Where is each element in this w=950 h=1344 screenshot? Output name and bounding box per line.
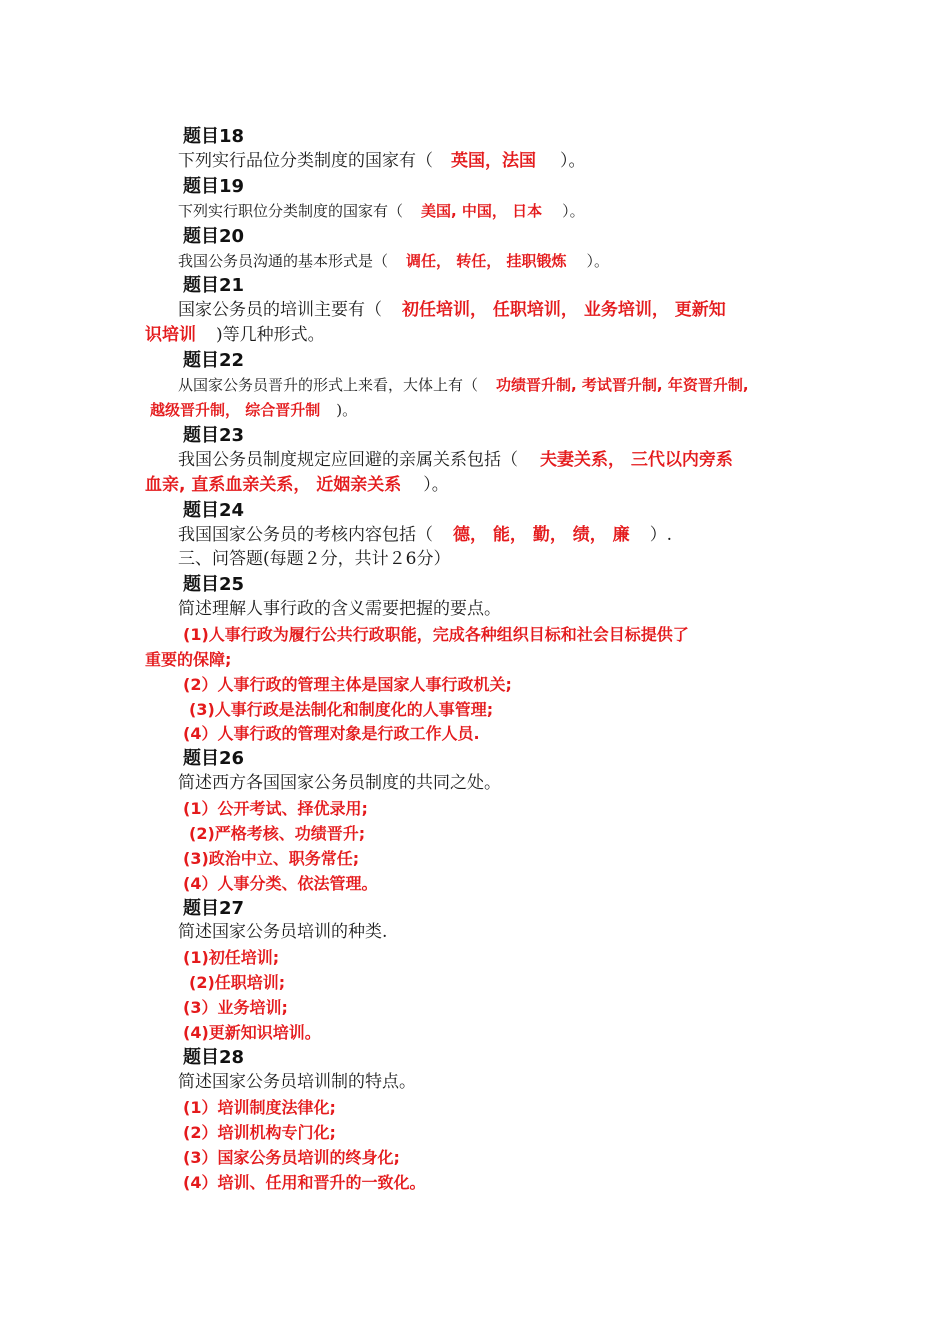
answer-text: 英国，法国 xyxy=(451,151,536,171)
answer-line: (2)严格考核、功绩晋升; xyxy=(189,824,366,843)
question-prompt: 我国公务员沟通的基本形式是（ xyxy=(178,252,389,270)
answer-text: 美国, 中国， 日本 xyxy=(421,202,543,220)
question-text xyxy=(178,523,672,548)
answer-line: 重要的保障; xyxy=(145,650,232,669)
answer-line: (4）人事分类、依法管理。 xyxy=(183,874,378,893)
question-text: 简述理解人事行政的含义需要把握的要点。 xyxy=(178,599,501,619)
question-label: 题目20 xyxy=(183,226,245,247)
answer-text: 调任， 转任， 挂职锻炼 xyxy=(406,252,567,270)
question-end: ）。 xyxy=(560,151,586,171)
question-label: 题目21 xyxy=(183,275,245,296)
question-text-continued xyxy=(145,473,449,498)
question-prompt: 下列实行职位分类制度的国家有（ xyxy=(178,202,404,220)
answer-line: (2）培训机构专门化; xyxy=(183,1123,336,1142)
question-text xyxy=(178,298,726,323)
question-end: )等几种形式。 xyxy=(216,325,325,345)
question-prompt: 从国家公务员晋升的形式上来看，大体上有（ xyxy=(178,376,479,394)
answer-text: 功绩晋升制, 考试晋升制, 年资晋升制, xyxy=(496,376,749,394)
question-text xyxy=(178,149,586,174)
question-prompt: 国家公务员的培训主要有（ xyxy=(178,300,382,320)
question-label: 题目22 xyxy=(183,350,245,371)
answer-line: (3)人事行政是法制化和制度化的人事管理; xyxy=(189,700,494,719)
answer-line: (4）人事行政的管理对象是行政工作人员. xyxy=(183,724,480,743)
answer-line: (1）公开考试、择优录用; xyxy=(183,799,368,818)
answer-line: (3）国家公务员培训的终身化; xyxy=(183,1148,400,1167)
question-prompt: 我国公务员制度规定应回避的亲属关系包括（ xyxy=(178,450,518,470)
question-label: 题目24 xyxy=(183,500,245,521)
question-end: ）. xyxy=(649,525,673,545)
answer-line: (1）培训制度法律化; xyxy=(183,1098,336,1117)
question-text xyxy=(178,373,749,398)
answer-line: (1)人事行政为履行公共行政职能，完成各种组织目标和社会目标提供了 xyxy=(183,625,689,644)
answer-line: (4）培训、任用和晋升的一致化。 xyxy=(183,1173,426,1192)
question-label: 题目18 xyxy=(183,126,245,147)
question-end: )。 xyxy=(336,401,358,419)
question-prompt: 我国国家公务员的考核内容包括（ xyxy=(178,525,433,545)
answer-text: 德， 能， 勤， 绩， 廉 xyxy=(453,525,630,545)
question-text-continued xyxy=(150,398,357,423)
question-text: 简述国家公务员培训制的特点。 xyxy=(178,1072,416,1092)
question-label: 题目25 xyxy=(183,574,245,595)
answer-line: (1)初任培训; xyxy=(183,948,280,967)
answer-text: 识培训 xyxy=(145,325,196,345)
section-heading: 三、问答题(每题２分，共计２6分） xyxy=(178,549,451,569)
question-label: 题目26 xyxy=(183,748,245,769)
answer-line: (2)任职培训; xyxy=(189,973,286,992)
question-label: 题目27 xyxy=(183,898,245,919)
answer-line: (3)政治中立、职务常任; xyxy=(183,849,360,868)
answer-line: (3）业务培训; xyxy=(183,998,288,1017)
answer-text: 夫妻关系， 三代以内旁系 xyxy=(540,450,733,470)
question-label: 题目23 xyxy=(183,425,245,446)
answer-line: (2）人事行政的管理主体是国家人事行政机关; xyxy=(183,675,512,694)
question-end: ）。 xyxy=(562,202,585,220)
answer-text: 血亲, 直系血亲关系， 近姻亲关系 xyxy=(145,475,402,495)
question-text xyxy=(178,448,733,473)
question-label: 题目19 xyxy=(183,176,245,197)
answer-line: (4)更新知识培训。 xyxy=(183,1023,321,1042)
question-text: 简述西方各国国家公务员制度的共同之处。 xyxy=(178,773,501,793)
question-end: ）。 xyxy=(586,252,609,270)
question-text xyxy=(178,199,585,224)
answer-text: 初任培训， 任职培训， 业务培训， 更新知 xyxy=(402,300,726,320)
answer-text: 越级晋升制， 综合晋升制 xyxy=(150,401,321,419)
question-label: 题目28 xyxy=(183,1047,245,1068)
question-text xyxy=(178,249,609,274)
question-prompt: 下列实行品位分类制度的国家有（ xyxy=(178,151,433,171)
question-text: 简述国家公务员培训的种类. xyxy=(178,922,388,942)
question-text-continued xyxy=(145,323,325,348)
question-end: ）。 xyxy=(423,475,449,495)
